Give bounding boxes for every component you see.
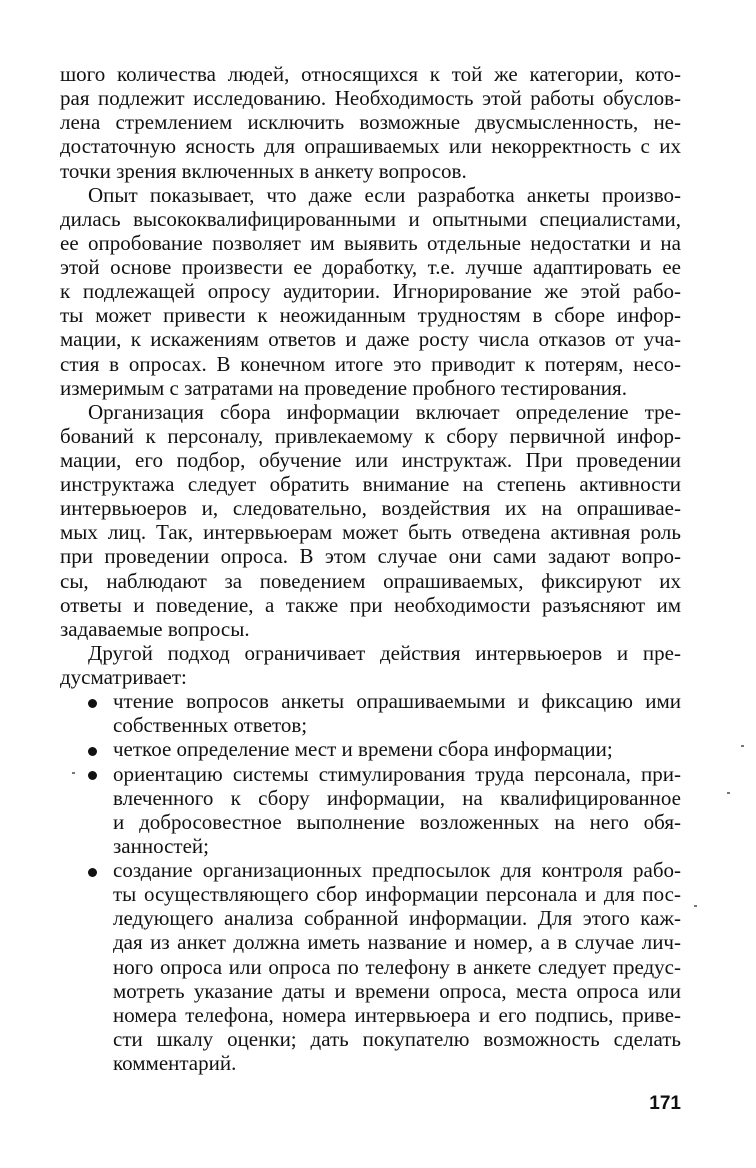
text-line: точки зрения включенных в анкету вопросов. [60,158,467,183]
bullet-icon [88,868,97,877]
text-line: измеримым с затратами на проведение пробного тестирования. [60,375,627,400]
text-line: Опыт показывает, что даже если разработка анкеты произво- [88,182,681,207]
text-line: к подлежащей опросу аудитории. Игнорирование же этой рабо- [60,279,681,304]
text-line: инструктажа следует обратить внимание на степень активности [60,472,681,497]
text-line: ты может привести к неожиданным трудностям в сборе инфор- [60,303,681,328]
text-line: номера телефона, номера интервьюера и его подпись, приве- [113,1002,681,1027]
text-line: дилась высококвалифицированными и опытными специалистами, [60,206,681,231]
text-line: этой основе произвести ее доработку, т.е. лучше адаптировать ее [60,255,681,279]
text-line: чтение вопросов анкеты опрашиваемыми и фиксацию ими [113,689,681,714]
text-line: интервьюеров и, следовательно, воздействия их на опрашивае- [60,496,681,521]
text-line: сти шкалу оценки; дать покупателю возможность сделать [113,1026,681,1051]
text-line: достаточную ясность для опрашиваемых или некорректность с их [60,134,681,159]
text-line: мации, его подбор, обучение или инструктаж. При проведении [60,448,681,472]
text-line: ответы и поведение, а также при необходимости разъясняют им [60,592,681,617]
text-line: ориентацию системы стимулирования труда персонала, при- [113,761,681,786]
text-line: Другой подход ограничивает действия интервьюеров и пре- [88,640,681,665]
text-line: мации, к искажениям ответов и даже росту числа отказов от уча- [60,327,681,352]
text-line: при проведении опроса. В этом случае они сами задают вопро- [60,544,681,569]
text-line: ты осуществляющего сбор информации персонала и для пос- [113,882,681,907]
text-line: сы, наблюдают за поведением опрашиваемых, фиксируют их [60,568,681,593]
text-line: собственных ответов; [113,713,308,738]
text-line: Организация сбора информации включает определение тре- [88,399,681,424]
text-line: четкое определение мест и времени сбора информации; [113,737,613,762]
text-line: стия в опросах. В конечном итоге это приводит к потерям, несо- [60,351,681,376]
text-line: ледующего анализа собранной информации. Для этого каж- [113,906,681,931]
text-line: лена стремлением исключить возможные двусмысленность, не- [60,110,681,135]
bullet-icon [88,699,97,708]
bullet-icon [88,747,97,756]
text-line: шого количества людей, относящихся к той же категории, кото- [60,62,681,86]
bullet-icon [88,771,97,780]
text-line: мотреть указание даты и времени опроса, места опроса или [113,978,681,1003]
scan-speck [741,745,744,747]
text-line: дусматривает: [60,665,187,689]
text-line: рая подлежит исследованию. Необходимость этой работы обуслов- [60,86,681,111]
page-number: 171 [649,1093,681,1114]
scan-speck [694,905,697,907]
text-line: дая из анкет должна иметь название и номер, а в случае лич- [113,930,681,955]
text-line: задаваемые вопросы. [60,616,250,641]
text-line: создание организационных предпосылок для контроля рабо- [113,858,681,882]
text-line: комментарий. [113,1051,237,1075]
text-line: ного опроса или опроса по телефону в анкете следует предус- [113,954,681,979]
text-line: бований к персоналу, привлекаемому к сбору первичной инфор- [60,423,681,448]
text-line: занностей; [113,833,210,858]
text-line: влеченного к сбору информации, на квалифицированное [113,785,681,810]
text-line: и добросовестное выполнение возложенных на него обя- [113,809,681,834]
scan-speck [727,792,730,794]
scan-speck [72,772,75,774]
text-line: мых лиц. Так, интервьюерам может быть отведена активная роль [60,520,681,545]
text-line: ее опробование позволяет им выявить отдельные недостатки и на [60,230,681,255]
